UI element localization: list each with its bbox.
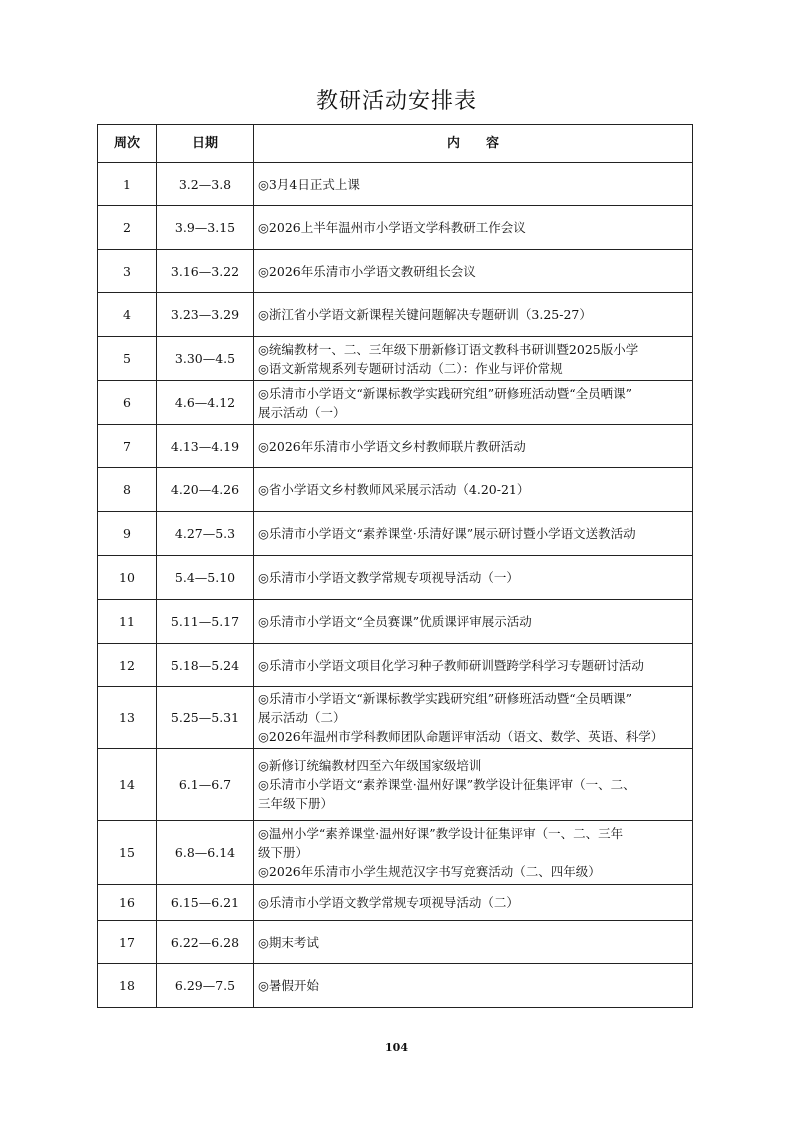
cell-content bbox=[254, 921, 693, 964]
cell-content bbox=[254, 206, 693, 250]
cell-content bbox=[254, 964, 693, 1008]
cell-content bbox=[254, 821, 693, 885]
content-line: ◎2026年乐清市小学语文教研组长会议 bbox=[258, 263, 476, 279]
content-line: ◎省小学语文乡村教师风采展示活动（4.20-21） bbox=[258, 482, 530, 497]
content-line: ◎乐清市小学语文“素养课堂·乐清好课”展示研讨暨小学语文送教活动 bbox=[258, 526, 636, 541]
page-number: 104 bbox=[385, 1041, 408, 1054]
table-header-row bbox=[98, 125, 693, 163]
table-row bbox=[98, 749, 693, 821]
content-line: ◎乐清市小学语文“全员赛课”优质课评审展示活动 bbox=[258, 614, 532, 629]
table-row bbox=[98, 468, 693, 512]
content-line: 展示活动（一） bbox=[258, 404, 346, 420]
cell-date: 4.27—5.3 bbox=[157, 512, 254, 556]
cell-date: 4.20—4.26 bbox=[157, 468, 254, 512]
cell-week: 8 bbox=[98, 468, 157, 512]
content-line: 三年级下册） bbox=[258, 796, 334, 811]
content-line: ◎暑假开始 bbox=[258, 978, 319, 993]
table-row bbox=[98, 381, 693, 425]
cell-date: 6.8—6.14 bbox=[157, 821, 254, 885]
header-content: 内容 bbox=[254, 125, 693, 163]
content-line: ◎乐清市小学语文教学常规专项视导活动（二） bbox=[258, 895, 519, 910]
table-row bbox=[98, 964, 693, 1008]
cell-week: 7 bbox=[98, 425, 157, 468]
table-row bbox=[98, 337, 693, 381]
cell-week: 18 bbox=[98, 964, 157, 1008]
table-row bbox=[98, 163, 693, 206]
table-row bbox=[98, 250, 693, 293]
table-row bbox=[98, 512, 693, 556]
cell-week: 5 bbox=[98, 337, 157, 381]
table-row bbox=[98, 206, 693, 250]
cell-date: 4.13—4.19 bbox=[157, 425, 254, 468]
table-row bbox=[98, 425, 693, 468]
cell-week: 16 bbox=[98, 885, 157, 921]
header-week: 周次 bbox=[98, 125, 157, 163]
content-line: ◎温州小学“素养课堂·温州好课”教学设计征集评审（一、二、三年 bbox=[258, 826, 624, 841]
cell-date: 3.2—3.8 bbox=[157, 163, 254, 206]
content-line: ◎期末考试 bbox=[258, 934, 319, 950]
cell-date: 5.11—5.17 bbox=[157, 600, 254, 644]
content-line: ◎乐清市小学语文“新课标教学实践研究组”研修班活动暨“全员晒课” bbox=[258, 385, 632, 401]
table-row bbox=[98, 885, 693, 921]
cell-date: 6.29—7.5 bbox=[157, 964, 254, 1008]
cell-content bbox=[254, 885, 693, 921]
cell-date: 3.23—3.29 bbox=[157, 293, 254, 337]
cell-week: 6 bbox=[98, 381, 157, 425]
cell-content bbox=[254, 468, 693, 512]
cell-date: 3.16—3.22 bbox=[157, 250, 254, 293]
content-line: ◎乐清市小学语文教学常规专项视导活动（一） bbox=[258, 570, 519, 585]
cell-week: 4 bbox=[98, 293, 157, 337]
cell-week: 14 bbox=[98, 749, 157, 821]
cell-date: 5.25—5.31 bbox=[157, 687, 254, 749]
schedule-table bbox=[97, 124, 693, 1008]
cell-week: 12 bbox=[98, 644, 157, 687]
cell-content bbox=[254, 337, 693, 381]
cell-date: 5.18—5.24 bbox=[157, 644, 254, 687]
cell-week: 2 bbox=[98, 206, 157, 250]
cell-week: 15 bbox=[98, 821, 157, 885]
cell-content bbox=[254, 250, 693, 293]
table-row bbox=[98, 644, 693, 687]
cell-date: 3.30—4.5 bbox=[157, 337, 254, 381]
cell-week: 3 bbox=[98, 250, 157, 293]
cell-date: 4.6—4.12 bbox=[157, 381, 254, 425]
cell-date: 6.22—6.28 bbox=[157, 921, 254, 964]
cell-date: 5.4—5.10 bbox=[157, 556, 254, 600]
content-line: ◎乐清市小学语文项目化学习种子教师研训暨跨学科学习专题研讨活动 bbox=[258, 657, 644, 673]
cell-content bbox=[254, 512, 693, 556]
content-line: 级下册） bbox=[258, 845, 309, 860]
cell-content bbox=[254, 556, 693, 600]
cell-content bbox=[254, 600, 693, 644]
table-row bbox=[98, 293, 693, 337]
content-line: ◎浙江省小学语文新课程关键问题解决专题研训（3.25-27） bbox=[258, 307, 592, 322]
cell-date: 6.15—6.21 bbox=[157, 885, 254, 921]
cell-content bbox=[254, 749, 693, 821]
content-line: ◎2026年乐清市小学生规范汉字书写竞赛活动（二、四年级） bbox=[258, 864, 601, 879]
table-row bbox=[98, 687, 693, 749]
content-line: ◎统编教材一、二、三年级下册新修订语文教科书研训暨2025版小学 bbox=[258, 341, 639, 357]
header-date: 日期 bbox=[157, 125, 254, 163]
cell-week: 9 bbox=[98, 512, 157, 556]
cell-week: 11 bbox=[98, 600, 157, 644]
cell-week: 17 bbox=[98, 921, 157, 964]
cell-content bbox=[254, 644, 693, 687]
table-row bbox=[98, 556, 693, 600]
content-line: ◎语文新常规系列专题研讨活动（二）：作业与评价常规 bbox=[258, 360, 563, 376]
content-line: ◎乐清市小学语文“新课标教学实践研究组”研修班活动暨“全员晒课” bbox=[258, 691, 632, 706]
table-row bbox=[98, 921, 693, 964]
schedule-body bbox=[98, 163, 693, 1008]
table-row bbox=[98, 821, 693, 885]
cell-content bbox=[254, 381, 693, 425]
cell-date: 6.1—6.7 bbox=[157, 749, 254, 821]
cell-week: 1 bbox=[98, 163, 157, 206]
cell-date: 3.9—3.15 bbox=[157, 206, 254, 250]
table-row bbox=[98, 600, 693, 644]
content-line: ◎乐清市小学语文“素养课堂·温州好课”教学设计征集评审（一、二、 bbox=[258, 777, 636, 792]
content-line: ◎新修订统编教材四至六年级国家级培训 bbox=[258, 758, 482, 773]
page-title: 教研活动安排表 bbox=[315, 89, 477, 114]
content-line: ◎2026上半年温州市小学语文学科教研工作会议 bbox=[258, 220, 526, 235]
cell-content bbox=[254, 163, 693, 206]
content-line: ◎3月4日正式上课 bbox=[258, 176, 360, 192]
content-line: ◎2026年乐清市小学语文乡村教师联片教研活动 bbox=[258, 438, 526, 454]
cell-content bbox=[254, 293, 693, 337]
content-line: ◎2026年温州市学科教师团队命题评审活动（语文、数学、英语、科学） bbox=[258, 729, 664, 744]
cell-content bbox=[254, 687, 693, 749]
cell-week: 13 bbox=[98, 687, 157, 749]
cell-content bbox=[254, 425, 693, 468]
content-line: 展示活动（二） bbox=[258, 710, 346, 725]
cell-week: 10 bbox=[98, 556, 157, 600]
